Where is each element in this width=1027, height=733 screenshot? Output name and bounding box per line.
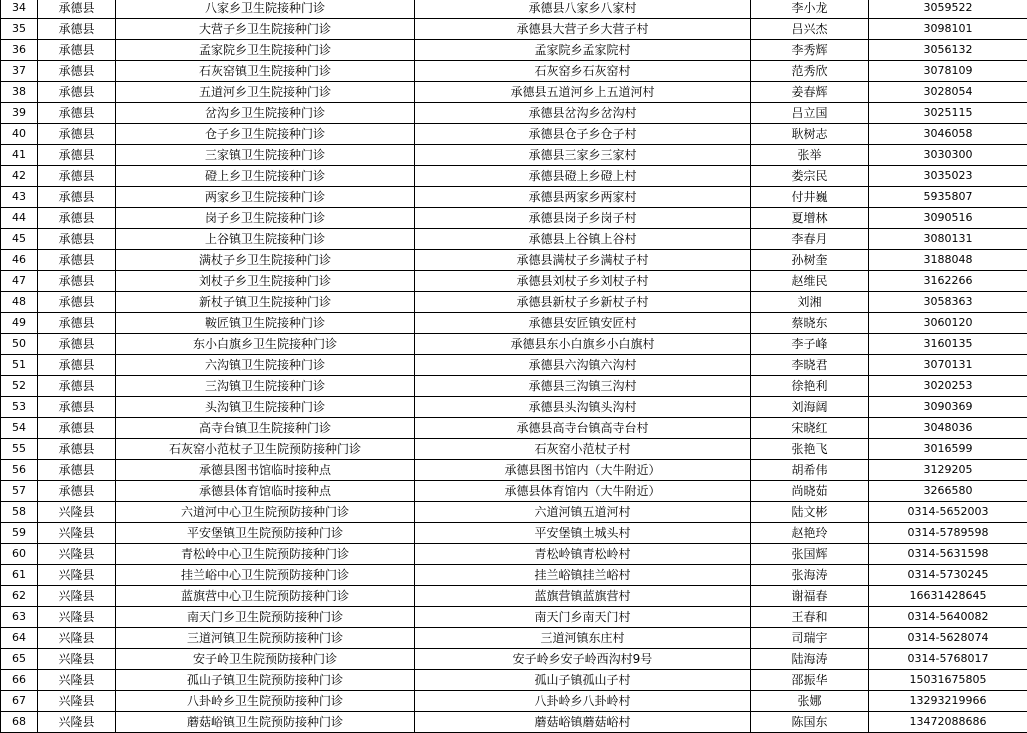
county-cell: 承德县	[38, 334, 116, 355]
table-row	[1, 439, 1027, 460]
address-cell: 孟家院乡孟家院村	[415, 40, 751, 61]
table-row	[1, 607, 1027, 628]
county-cell: 承德县	[38, 355, 116, 376]
contact-person-cell: 吕兴杰	[751, 19, 869, 40]
address-cell: 挂兰峪镇挂兰峪村	[415, 565, 751, 586]
address-cell: 承德县头沟镇头沟村	[415, 397, 751, 418]
county-cell: 承德县	[38, 271, 116, 292]
clinic-name-cell: 承德县体育馆临时接种点	[116, 481, 415, 502]
address-cell: 承德县刘杖子乡刘杖子村	[415, 271, 751, 292]
clinic-name-cell: 石灰窑镇卫生院接种门诊	[116, 61, 415, 82]
contact-person-cell: 李秀辉	[751, 40, 869, 61]
phone-cell: 0314-5652003	[869, 502, 1027, 523]
row-number-cell: 65	[1, 649, 38, 670]
clinic-name-cell: 蓝旗营中心卫生院预防接种门诊	[116, 586, 415, 607]
address-cell: 蓝旗营镇蓝旗营村	[415, 586, 751, 607]
table-row	[1, 166, 1027, 187]
clinic-name-cell: 头沟镇卫生院接种门诊	[116, 397, 415, 418]
clinic-name-cell: 安子岭卫生院预防接种门诊	[116, 649, 415, 670]
table-row	[1, 82, 1027, 103]
contact-person-cell: 宋晓红	[751, 418, 869, 439]
row-number-cell: 52	[1, 376, 38, 397]
contact-person-cell: 张海涛	[751, 565, 869, 586]
row-number-cell: 58	[1, 502, 38, 523]
row-number-cell: 59	[1, 523, 38, 544]
address-cell: 三道河镇东庄村	[415, 628, 751, 649]
contact-person-cell: 夏增林	[751, 208, 869, 229]
clinic-name-cell: 鞍匠镇卫生院接种门诊	[116, 313, 415, 334]
table-row	[1, 628, 1027, 649]
clinic-name-cell: 孟家院乡卫生院接种门诊	[116, 40, 415, 61]
table-row	[1, 103, 1027, 124]
clinic-name-cell: 高寺台镇卫生院接种门诊	[116, 418, 415, 439]
clinic-name-cell: 六道河中心卫生院预防接种门诊	[116, 502, 415, 523]
phone-cell: 3080131	[869, 229, 1027, 250]
contact-person-cell: 范秀欣	[751, 61, 869, 82]
clinic-name-cell: 挂兰峪中心卫生院预防接种门诊	[116, 565, 415, 586]
row-number-cell: 38	[1, 82, 38, 103]
table-row	[1, 292, 1027, 313]
clinic-name-cell: 六沟镇卫生院接种门诊	[116, 355, 415, 376]
clinic-name-cell: 八卦岭乡卫生院预防接种门诊	[116, 691, 415, 712]
table-row	[1, 187, 1027, 208]
row-number-cell: 44	[1, 208, 38, 229]
phone-cell: 3098101	[869, 19, 1027, 40]
clinic-name-cell: 上谷镇卫生院接种门诊	[116, 229, 415, 250]
clinic-name-cell: 新杖子镇卫生院接种门诊	[116, 292, 415, 313]
contact-person-cell: 张艳飞	[751, 439, 869, 460]
county-cell: 承德县	[38, 0, 116, 19]
address-cell: 青松岭镇青松岭村	[415, 544, 751, 565]
table-row	[1, 565, 1027, 586]
clinic-name-cell: 满杖子乡卫生院接种门诊	[116, 250, 415, 271]
address-cell: 承德县高寺台镇高寺台村	[415, 418, 751, 439]
contact-person-cell: 张举	[751, 145, 869, 166]
county-cell: 承德县	[38, 187, 116, 208]
county-cell: 兴隆县	[38, 607, 116, 628]
table-row	[1, 649, 1027, 670]
table-row	[1, 418, 1027, 439]
phone-cell: 3078109	[869, 61, 1027, 82]
county-cell: 兴隆县	[38, 565, 116, 586]
address-cell: 承德县满杖子乡满杖子村	[415, 250, 751, 271]
phone-cell: 0314-5640082	[869, 607, 1027, 628]
contact-person-cell: 张国辉	[751, 544, 869, 565]
row-number-cell: 62	[1, 586, 38, 607]
row-number-cell: 50	[1, 334, 38, 355]
contact-person-cell: 尚晓茹	[751, 481, 869, 502]
phone-cell: 3030300	[869, 145, 1027, 166]
phone-cell: 0314-5631598	[869, 544, 1027, 565]
row-number-cell: 36	[1, 40, 38, 61]
county-cell: 承德县	[38, 103, 116, 124]
contact-person-cell: 孙树奎	[751, 250, 869, 271]
phone-cell: 13472088686	[869, 712, 1027, 733]
clinic-name-cell: 南天门乡卫生院预防接种门诊	[116, 607, 415, 628]
phone-cell: 3020253	[869, 376, 1027, 397]
phone-cell: 16631428645	[869, 586, 1027, 607]
row-number-cell: 63	[1, 607, 38, 628]
clinic-name-cell: 承德县图书馆临时接种点	[116, 460, 415, 481]
county-cell: 承德县	[38, 229, 116, 250]
county-cell: 承德县	[38, 166, 116, 187]
phone-cell: 5935807	[869, 187, 1027, 208]
clinic-name-cell: 三道河镇卫生院预防接种门诊	[116, 628, 415, 649]
address-cell: 南天门乡南天门村	[415, 607, 751, 628]
row-number-cell: 35	[1, 19, 38, 40]
address-cell: 石灰窑小范杖子村	[415, 439, 751, 460]
phone-cell: 3160135	[869, 334, 1027, 355]
contact-person-cell: 赵艳玲	[751, 523, 869, 544]
contact-person-cell: 司瑞宇	[751, 628, 869, 649]
table-row	[1, 481, 1027, 502]
address-cell: 孤山子镇孤山子村	[415, 670, 751, 691]
table-row	[1, 0, 1027, 19]
county-cell: 承德县	[38, 250, 116, 271]
contact-person-cell: 王春和	[751, 607, 869, 628]
county-cell: 兴隆县	[38, 628, 116, 649]
county-cell: 承德县	[38, 145, 116, 166]
row-number-cell: 67	[1, 691, 38, 712]
county-cell: 兴隆县	[38, 712, 116, 733]
row-number-cell: 60	[1, 544, 38, 565]
row-number-cell: 40	[1, 124, 38, 145]
table-row	[1, 670, 1027, 691]
table-row	[1, 250, 1027, 271]
table-row	[1, 208, 1027, 229]
address-cell: 石灰窑乡石灰窑村	[415, 61, 751, 82]
clinic-name-cell: 岗子乡卫生院接种门诊	[116, 208, 415, 229]
phone-cell: 3016599	[869, 439, 1027, 460]
address-cell: 承德县岔沟乡岔沟村	[415, 103, 751, 124]
table-row	[1, 19, 1027, 40]
county-cell: 兴隆县	[38, 544, 116, 565]
row-number-cell: 41	[1, 145, 38, 166]
phone-cell: 3046058	[869, 124, 1027, 145]
phone-cell: 3162266	[869, 271, 1027, 292]
table-row	[1, 355, 1027, 376]
address-cell: 承德县三家乡三家村	[415, 145, 751, 166]
county-cell: 兴隆县	[38, 649, 116, 670]
clinic-name-cell: 东小白旗乡卫生院接种门诊	[116, 334, 415, 355]
row-number-cell: 39	[1, 103, 38, 124]
phone-cell: 3129205	[869, 460, 1027, 481]
table-row	[1, 523, 1027, 544]
table-row	[1, 397, 1027, 418]
phone-cell: 3035023	[869, 166, 1027, 187]
clinic-name-cell: 青松岭中心卫生院预防接种门诊	[116, 544, 415, 565]
county-cell: 承德县	[38, 418, 116, 439]
county-cell: 承德县	[38, 82, 116, 103]
contact-person-cell: 陈国东	[751, 712, 869, 733]
table-row	[1, 145, 1027, 166]
phone-cell: 3056132	[869, 40, 1027, 61]
contact-person-cell: 陆海涛	[751, 649, 869, 670]
contact-person-cell: 娄宗民	[751, 166, 869, 187]
county-cell: 承德县	[38, 439, 116, 460]
table-row	[1, 61, 1027, 82]
contact-person-cell: 徐艳利	[751, 376, 869, 397]
phone-cell: 0314-5730245	[869, 565, 1027, 586]
clinic-name-cell: 岔沟乡卫生院接种门诊	[116, 103, 415, 124]
clinic-name-cell: 三家镇卫生院接种门诊	[116, 145, 415, 166]
contact-person-cell: 邵振华	[751, 670, 869, 691]
county-cell: 兴隆县	[38, 502, 116, 523]
table-row	[1, 712, 1027, 733]
address-cell: 承德县大营子乡大营子村	[415, 19, 751, 40]
contact-person-cell: 谢福春	[751, 586, 869, 607]
address-cell: 承德县五道河乡上五道河村	[415, 82, 751, 103]
county-cell: 承德县	[38, 40, 116, 61]
county-cell: 兴隆县	[38, 586, 116, 607]
table-row	[1, 229, 1027, 250]
phone-cell: 15031675805	[869, 670, 1027, 691]
county-cell: 兴隆县	[38, 670, 116, 691]
address-cell: 承德县三沟镇三沟村	[415, 376, 751, 397]
row-number-cell: 53	[1, 397, 38, 418]
county-cell: 承德县	[38, 313, 116, 334]
table-row	[1, 502, 1027, 523]
table-row	[1, 376, 1027, 397]
row-number-cell: 45	[1, 229, 38, 250]
address-cell: 八卦岭乡八卦岭村	[415, 691, 751, 712]
contact-person-cell: 李晓君	[751, 355, 869, 376]
row-number-cell: 66	[1, 670, 38, 691]
county-cell: 承德县	[38, 19, 116, 40]
contact-person-cell: 蔡晓东	[751, 313, 869, 334]
clinic-name-cell: 石灰窑小范杖子卫生院预防接种门诊	[116, 439, 415, 460]
address-cell: 蘑菇峪镇蘑菇峪村	[415, 712, 751, 733]
row-number-cell: 64	[1, 628, 38, 649]
row-number-cell: 56	[1, 460, 38, 481]
clinic-name-cell: 五道河乡卫生院接种门诊	[116, 82, 415, 103]
row-number-cell: 34	[1, 0, 38, 19]
clinic-name-cell: 两家乡卫生院接种门诊	[116, 187, 415, 208]
row-number-cell: 49	[1, 313, 38, 334]
address-cell: 承德县图书馆内（大牛附近）	[415, 460, 751, 481]
clinic-name-cell: 刘杖子乡卫生院接种门诊	[116, 271, 415, 292]
address-cell: 承德县新杖子乡新杖子村	[415, 292, 751, 313]
county-cell: 承德县	[38, 397, 116, 418]
county-cell: 承德县	[38, 61, 116, 82]
table-body	[1, 0, 1027, 733]
phone-cell: 3090516	[869, 208, 1027, 229]
address-cell: 承德县六沟镇六沟村	[415, 355, 751, 376]
address-cell: 承德县仓子乡仓子村	[415, 124, 751, 145]
contact-person-cell: 陆文彬	[751, 502, 869, 523]
address-cell: 承德县安匠镇安匠村	[415, 313, 751, 334]
table-row	[1, 544, 1027, 565]
row-number-cell: 42	[1, 166, 38, 187]
table-row	[1, 40, 1027, 61]
contact-person-cell: 付井巍	[751, 187, 869, 208]
row-number-cell: 68	[1, 712, 38, 733]
address-cell: 承德县八家乡八家村	[415, 0, 751, 19]
clinic-name-cell: 磴上乡卫生院接种门诊	[116, 166, 415, 187]
phone-cell: 3048036	[869, 418, 1027, 439]
clinic-name-cell: 仓子乡卫生院接种门诊	[116, 124, 415, 145]
phone-cell: 0314-5768017	[869, 649, 1027, 670]
phone-cell: 13293219966	[869, 691, 1027, 712]
address-cell: 平安堡镇土城头村	[415, 523, 751, 544]
county-cell: 承德县	[38, 124, 116, 145]
address-cell: 六道河镇五道河村	[415, 502, 751, 523]
phone-cell: 3070131	[869, 355, 1027, 376]
county-cell: 承德县	[38, 481, 116, 502]
row-number-cell: 47	[1, 271, 38, 292]
phone-cell: 3188048	[869, 250, 1027, 271]
phone-cell: 3028054	[869, 82, 1027, 103]
address-cell: 承德县磴上乡磴上村	[415, 166, 751, 187]
table-row	[1, 124, 1027, 145]
address-cell: 承德县体育馆内（大牛附近）	[415, 481, 751, 502]
table-row	[1, 586, 1027, 607]
clinic-name-cell: 孤山子镇卫生院预防接种门诊	[116, 670, 415, 691]
row-number-cell: 51	[1, 355, 38, 376]
table-row	[1, 691, 1027, 712]
table-row	[1, 271, 1027, 292]
phone-cell: 3090369	[869, 397, 1027, 418]
row-number-cell: 48	[1, 292, 38, 313]
county-cell: 承德县	[38, 376, 116, 397]
phone-cell: 3266580	[869, 481, 1027, 502]
phone-cell: 3025115	[869, 103, 1027, 124]
table-row	[1, 460, 1027, 481]
phone-cell: 0314-5628074	[869, 628, 1027, 649]
contact-person-cell: 赵维民	[751, 271, 869, 292]
row-number-cell: 57	[1, 481, 38, 502]
row-number-cell: 61	[1, 565, 38, 586]
contact-person-cell: 李春月	[751, 229, 869, 250]
contact-person-cell: 刘湘	[751, 292, 869, 313]
row-number-cell: 43	[1, 187, 38, 208]
table-row	[1, 334, 1027, 355]
address-cell: 承德县岗子乡岗子村	[415, 208, 751, 229]
county-cell: 承德县	[38, 292, 116, 313]
contact-person-cell: 李子峰	[751, 334, 869, 355]
phone-cell: 3058363	[869, 292, 1027, 313]
contact-person-cell: 张娜	[751, 691, 869, 712]
contact-person-cell: 胡希伟	[751, 460, 869, 481]
clinic-name-cell: 平安堡镇卫生院预防接种门诊	[116, 523, 415, 544]
clinic-name-cell: 三沟镇卫生院接种门诊	[116, 376, 415, 397]
row-number-cell: 54	[1, 418, 38, 439]
address-cell: 安子岭乡安子岭西沟村9号	[415, 649, 751, 670]
clinic-name-cell: 蘑菇峪镇卫生院预防接种门诊	[116, 712, 415, 733]
contact-person-cell: 李小龙	[751, 0, 869, 19]
contact-person-cell: 刘海阔	[751, 397, 869, 418]
address-cell: 承德县两家乡两家村	[415, 187, 751, 208]
contact-person-cell: 吕立国	[751, 103, 869, 124]
phone-cell: 3060120	[869, 313, 1027, 334]
contact-person-cell: 姜春辉	[751, 82, 869, 103]
row-number-cell: 46	[1, 250, 38, 271]
clinic-name-cell: 八家乡卫生院接种门诊	[116, 0, 415, 19]
phone-cell: 3059522	[869, 0, 1027, 19]
table-row	[1, 313, 1027, 334]
county-cell: 兴隆县	[38, 691, 116, 712]
row-number-cell: 55	[1, 439, 38, 460]
address-cell: 承德县上谷镇上谷村	[415, 229, 751, 250]
contact-person-cell: 耿树志	[751, 124, 869, 145]
row-number-cell: 37	[1, 61, 38, 82]
phone-cell: 0314-5789598	[869, 523, 1027, 544]
county-cell: 承德县	[38, 208, 116, 229]
county-cell: 承德县	[38, 460, 116, 481]
county-cell: 兴隆县	[38, 523, 116, 544]
address-cell: 承德县东小白旗乡小白旗村	[415, 334, 751, 355]
clinic-name-cell: 大营子乡卫生院接种门诊	[116, 19, 415, 40]
